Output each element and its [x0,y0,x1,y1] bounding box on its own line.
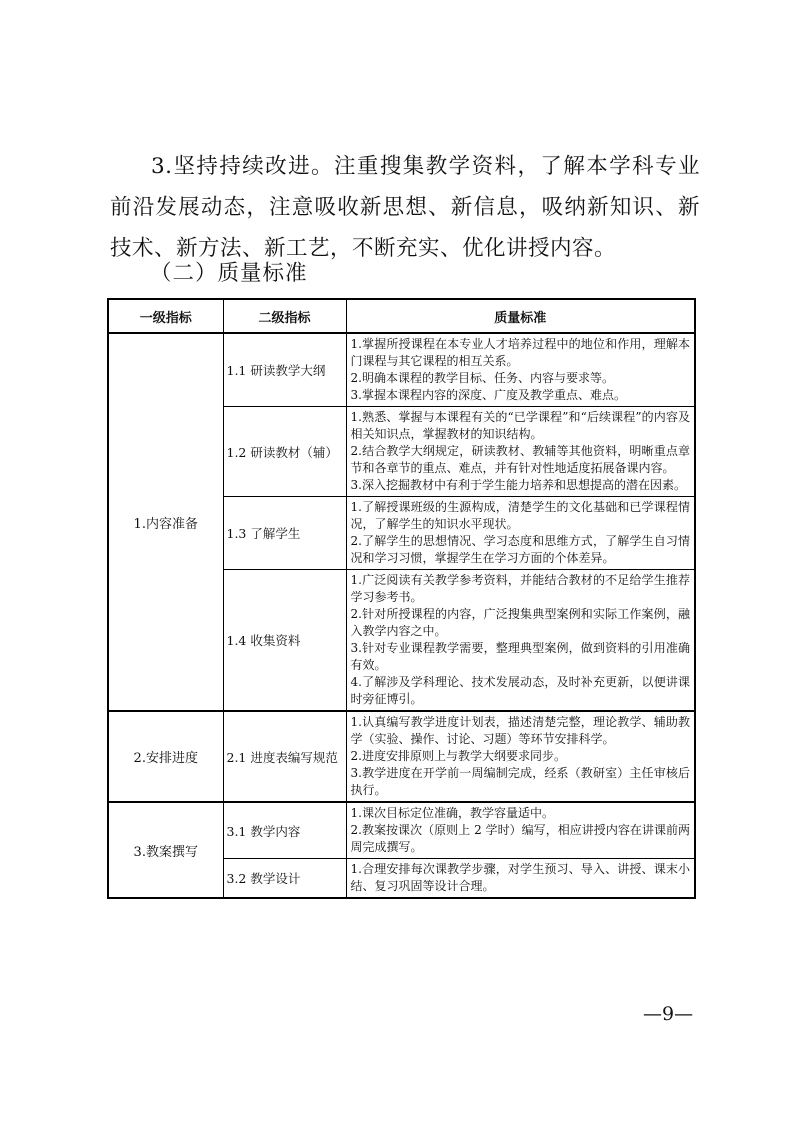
level2-cell: 3.1 教学内容 [223,802,346,859]
standard-item: 3.深入挖掘教材中有利于学生能力培养和思想提高的潜在因素。 [350,478,686,492]
level2-cell: 1.4 收集资料 [223,570,346,712]
standard-item: 1.广泛阅读有关教学参考资料，并能结合教材的不足给学生推荐学习参考书。 [350,573,690,604]
page-number: —9— [643,1003,694,1025]
standard-item: 2.了解学生的思想情况、学习态度和思维方式，了解学生自习情况和学习习惯，掌握学生在学习方面的个体差异。 [350,534,690,565]
standard-item: 1.课次目标定位准确，教学容量适中。 [350,806,554,820]
level2-cell: 1.3 了解学生 [223,497,346,570]
level1-cell: 1.内容准备 [108,333,223,711]
standard-item: 3.针对专业课程教学需要，整理典型案例，做到资料的引用准确有效。 [350,641,690,672]
standard-item: 2.进度安排原则上与教学大纲要求同步。 [350,749,566,763]
standard-item: 1.熟悉、掌握与本课程有关的“已学课程”和“后续课程”的内容及相关知识点，掌握教材的知识结构。 [350,410,690,441]
standard-item: 1.掌握所授课程在本专业人才培养过程中的地位和作用，理解本门课程与其它课程的相互关系。 [350,337,690,368]
table-row [108,333,695,407]
level2-cell: 1.1 研读教学大纲 [223,333,346,407]
standard-item: 2.针对所授课程的内容，广泛搜集典型案例和实际工作案例，融入教学内容之中。 [350,607,690,638]
standards-cell [346,859,695,899]
header-quality-standard: 质量标准 [346,299,695,333]
standards-cell [346,333,695,407]
standard-item: 3.教学进度在开学前一周编制完成，经系（教研室）主任审核后执行。 [350,766,690,797]
quality-standards-table [107,298,696,899]
standard-item: 4.了解涉及学科理论、技术发展动态，及时补充更新，以便讲课时旁征博引。 [350,675,690,706]
standard-item: 3.掌握本课程内容的深度、广度及教学重点、难点。 [350,388,626,402]
section-heading: （二）质量标准 [150,261,308,286]
header-level1: 一级指标 [108,299,223,333]
standards-cell [346,497,695,570]
standard-item: 2.教案按课次（原则上 2 学时）编写，相应讲授内容在讲课前两周完成撰写。 [350,823,690,854]
level1-cell: 2.安排进度 [108,711,223,802]
table-row [108,802,695,859]
standard-item: 1.了解授课班级的生源构成，清楚学生的文化基础和已学课程情况，了解学生的知识水平现状。 [350,500,690,531]
level2-cell: 1.2 研读教材（辅） [223,407,346,497]
standards-cell [346,802,695,859]
standard-item: 1.认真编写教学进度计划表，描述清楚完整，理论教学、辅助教学（实验、操作、讨论、习题）等环节安排科学。 [350,715,690,746]
header-level2: 二级指标 [223,299,346,333]
standards-cell [346,711,695,802]
level1-cell: 3.教案撰写 [108,802,223,898]
standard-item: 1.合理安排每次课教学步骤，对学生预习、导入、讲授、课末小结、复习巩固等设计合理。 [350,862,690,893]
table-row [108,711,695,802]
table-header-row [108,299,695,333]
standard-item: 2.明确本课程的教学目标、任务、内容与要求等。 [350,371,614,385]
level2-cell: 2.1 进度表编写规范 [223,711,346,802]
standards-cell [346,407,695,497]
standards-cell [346,570,695,712]
body-paragraph: 3.坚持持续改进。注重搜集教学资料，了解本学科专业前沿发展动态，注意吸收新思想、新信息，吸纳新知识、新技术、新方法、新工艺，不断充实、优化讲授内容。 [110,154,700,261]
level2-cell: 3.2 教学设计 [223,859,346,899]
standard-item: 2.结合教学大纲规定，研读教材、教辅等其他资料，明晰重点章节和各章节的重点、难点，并有针对性地适度拓展备课内容。 [350,444,690,475]
